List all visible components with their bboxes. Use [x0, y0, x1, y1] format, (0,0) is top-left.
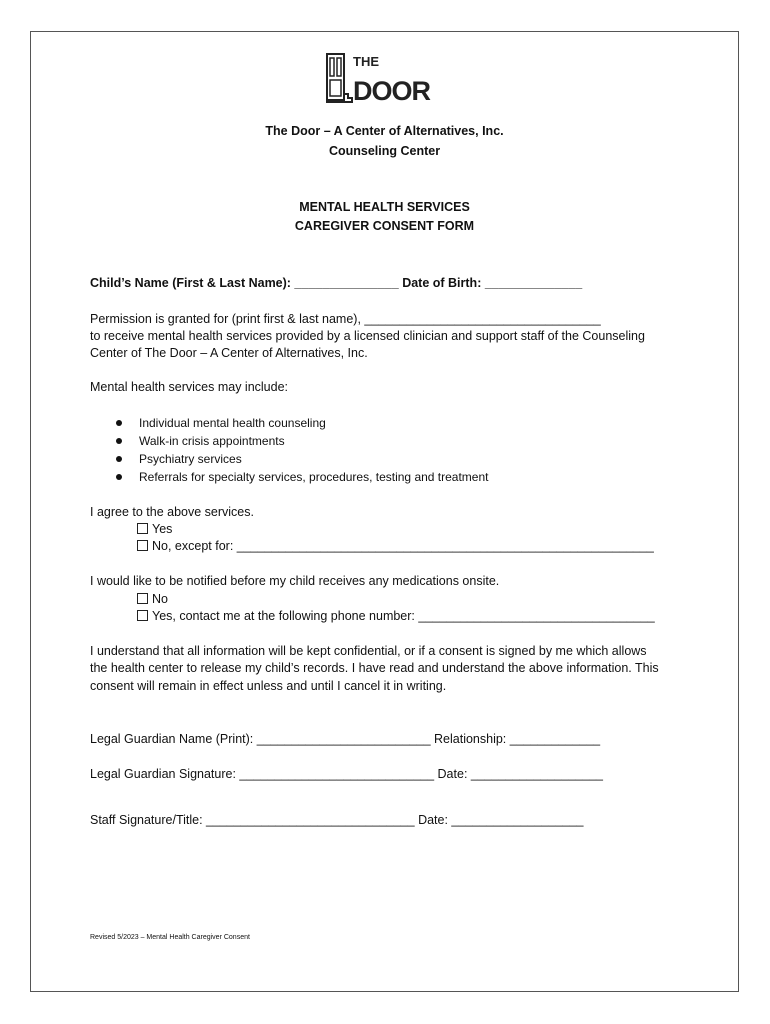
- svg-text:THE: THE: [353, 54, 379, 69]
- svg-text:DOOR: DOOR: [353, 76, 430, 106]
- department-name: Counseling Center: [328, 144, 441, 158]
- list-item: Individual mental health counseling: [139, 416, 326, 430]
- notify-yes-option[interactable]: Yes, contact me at the following phone number: __________________________________: [137, 607, 655, 625]
- checkbox[interactable]: [137, 610, 148, 621]
- child-name-dob-field[interactable]: Child’s Name (First & Last Name): _______________ Date of Birth: ______________: [90, 276, 583, 290]
- agree-no-option[interactable]: No, except for: ____________________________________________________________: [137, 537, 654, 555]
- notify-question: I would like to be notified before my child receives any medications onsite.: [90, 574, 500, 588]
- guardian-signature-field[interactable]: Legal Guardian Signature: ____________________________ Date: ___________________: [90, 767, 603, 781]
- form-title-line1: MENTAL HEALTH SERVICES: [299, 200, 470, 214]
- bullet-icon: [116, 474, 122, 480]
- permission-text: Center of The Door – A Center of Alternatives, Inc.: [90, 346, 368, 360]
- bullet-icon: [116, 438, 122, 444]
- confidential-text: the health center to release my child’s records. I have read and understand the above information. This: [90, 661, 659, 675]
- footer-revision: Revised 5/2023 – Mental Health Caregiver Consent: [90, 934, 250, 941]
- staff-signature-field[interactable]: Staff Signature/Title: ______________________________ Date: ___________________: [90, 813, 584, 827]
- checkbox[interactable]: [137, 523, 148, 534]
- permission-name-field[interactable]: Permission is granted for (print first & last name), __________________________________: [90, 312, 601, 326]
- checkbox[interactable]: [137, 593, 148, 604]
- checkbox[interactable]: [137, 540, 148, 551]
- bullet-icon: [116, 456, 122, 462]
- agree-question: I agree to the above services.: [90, 505, 254, 519]
- guardian-name-field[interactable]: Legal Guardian Name (Print): _________________________ Relationship: _____________: [90, 732, 601, 746]
- services-intro: Mental health services may include:: [90, 380, 289, 394]
- the-door-logo: [326, 52, 430, 106]
- agree-yes-option[interactable]: Yes: [137, 520, 172, 538]
- bullet-icon: [116, 420, 122, 426]
- permission-text: to receive mental health services provided by a licensed clinician and support staff of the Counseling: [90, 329, 645, 343]
- door-icon: [326, 54, 352, 102]
- list-item: Referrals for specialty services, procedures, testing and treatment: [139, 470, 489, 484]
- org-name: The Door – A Center of Alternatives, Inc.: [265, 124, 504, 138]
- confidential-text: consent will remain in effect unless and until I cancel it in writing.: [90, 679, 447, 693]
- notify-no-option[interactable]: No: [137, 590, 168, 608]
- list-item: Psychiatry services: [139, 452, 242, 466]
- form-title-line2: CAREGIVER CONSENT FORM: [294, 219, 475, 233]
- list-item: Walk-in crisis appointments: [139, 434, 285, 448]
- confidential-text: I understand that all information will be kept confidential, or if a consent is signed by me which allows: [90, 644, 647, 658]
